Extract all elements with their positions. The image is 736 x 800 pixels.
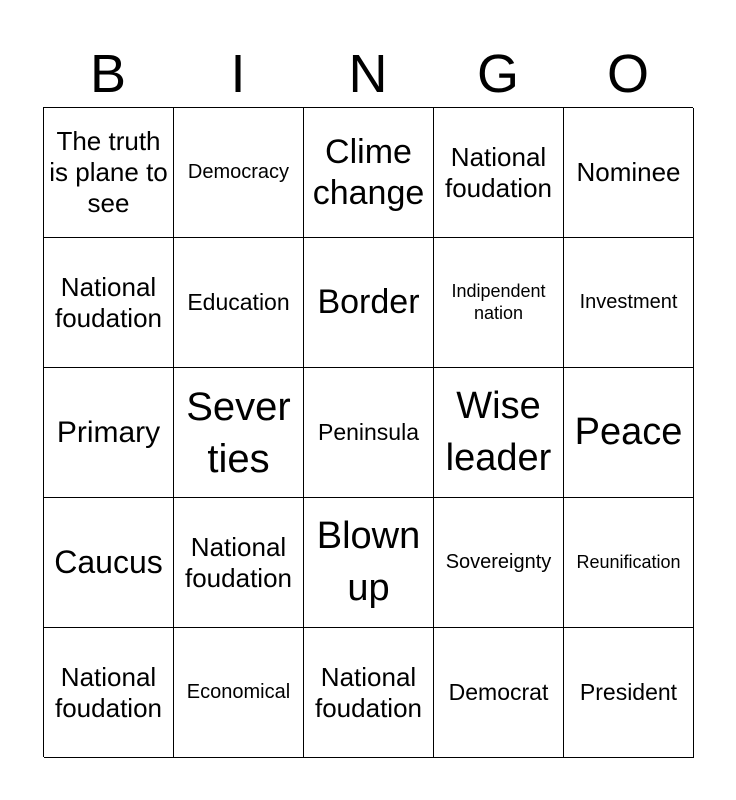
bingo-header — [43, 40, 693, 108]
bingo-cell-1-3[interactable]: Clime change — [304, 108, 434, 238]
header-letter-g: G — [476, 44, 519, 104]
bingo-cell-4-4[interactable]: Sovereignty — [434, 498, 564, 628]
bingo-cell-5-4[interactable]: Democrat — [434, 628, 564, 758]
bingo-grid — [43, 107, 693, 757]
header-letter-n: N — [348, 44, 388, 104]
bingo-cell-5-2[interactable]: Economical — [174, 628, 304, 758]
bingo-cell-3-5[interactable]: Peace — [564, 368, 694, 498]
bingo-cell-1-5[interactable]: Nominee — [564, 108, 694, 238]
header-letter-b: B — [89, 44, 127, 104]
header-letter-o: O — [606, 44, 649, 104]
bingo-cell-3-3[interactable]: Peninsula — [304, 368, 434, 498]
bingo-cell-3-4[interactable]: Wise leader — [434, 368, 564, 498]
bingo-cell-1-1[interactable]: The truth is plane to see — [44, 108, 174, 238]
bingo-cell-4-3[interactable]: Blown up — [304, 498, 434, 628]
bingo-cell-2-4[interactable]: Indipendent nation — [434, 238, 564, 368]
bingo-cell-3-2[interactable]: Sever ties — [174, 368, 304, 498]
bingo-cell-2-5[interactable]: Investment — [564, 238, 694, 368]
bingo-cell-1-2[interactable]: Democracy — [174, 108, 304, 238]
bingo-cell-2-3[interactable]: Border — [304, 238, 434, 368]
bingo-cell-1-4[interactable]: National foudation — [434, 108, 564, 238]
bingo-cell-5-1[interactable]: National foudation — [44, 628, 174, 758]
bingo-cell-4-5[interactable]: Reunification — [564, 498, 694, 628]
bingo-cell-2-2[interactable]: Education — [174, 238, 304, 368]
bingo-cell-4-2[interactable]: National foudation — [174, 498, 304, 628]
bingo-cell-3-1[interactable]: Primary — [44, 368, 174, 498]
bingo-cell-2-1[interactable]: National foudation — [44, 238, 174, 368]
bingo-cell-4-1[interactable]: Caucus — [44, 498, 174, 628]
bingo-cell-5-3[interactable]: National foudation — [304, 628, 434, 758]
header-letter-i: I — [230, 44, 246, 104]
bingo-cell-5-5[interactable]: President — [564, 628, 694, 758]
